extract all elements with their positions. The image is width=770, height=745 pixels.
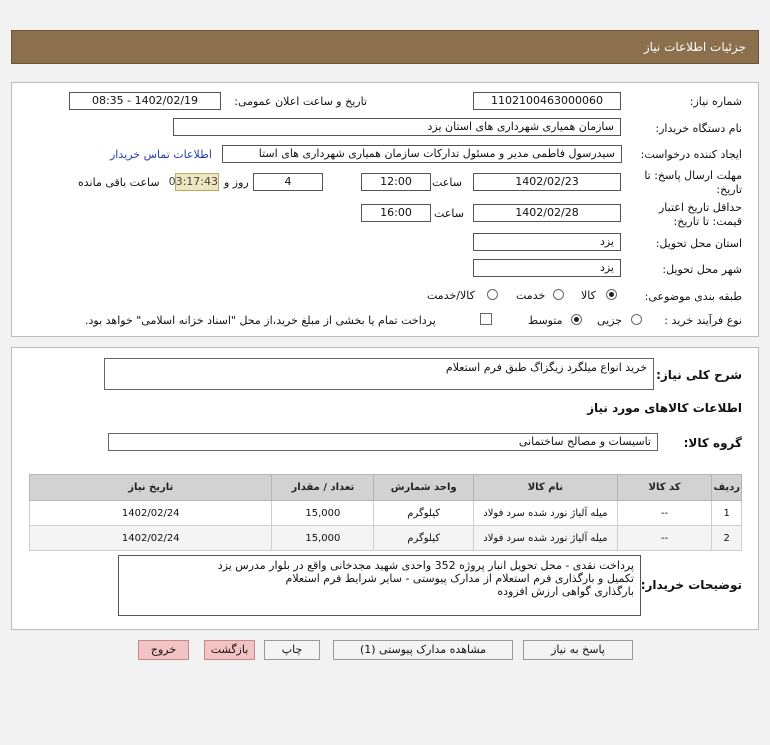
treasury-payment-checkbox[interactable] xyxy=(480,313,492,325)
back-button[interactable]: بازگشت xyxy=(204,640,255,660)
buyer-org-field: سازمان همیاری شهرداری های استان یزد xyxy=(173,118,621,136)
deadline-time-field: 12:00 xyxy=(361,173,431,191)
cell-quantity: 15,000 xyxy=(272,501,374,526)
buyer-note-line: پرداخت نقدی - محل تحویل انبار پروژه 352 واحدی شهید مجدخانی واقع در بلوار مدرس یزد xyxy=(217,559,634,572)
process-option-medium: متوسط xyxy=(528,314,563,327)
cell-unit: کیلوگرم xyxy=(374,526,474,551)
province-field: یزد xyxy=(473,233,621,251)
buyer-notes-label: توضیحات خریدار: xyxy=(640,578,742,592)
cell-quantity: 15,000 xyxy=(272,526,374,551)
requester-field: سیدرسول فاطمی مدیر و مسئول تدارکات سازمان همیاری شهرداری های استا xyxy=(222,145,622,163)
category-radio-goods[interactable] xyxy=(606,289,617,300)
table-header-row xyxy=(30,475,742,501)
summary-field: خرید انواع میلگرد زیگزاگ طبق فرم استعلام xyxy=(104,358,654,390)
summary-label: شرح کلی نیاز: xyxy=(656,368,742,382)
buyer-notes-box xyxy=(118,555,641,616)
validity-label: حداقل تاریخ اعتبار xyxy=(658,201,742,214)
announce-field: 1402/02/19 - 08:35 xyxy=(69,92,221,110)
category-radio-service[interactable] xyxy=(553,289,564,300)
cell-unit: کیلوگرم xyxy=(374,501,474,526)
need-number-field: 1102100463000060 xyxy=(473,92,621,110)
validity-time-field: 16:00 xyxy=(361,204,431,222)
announce-label: تاریخ و ساعت اعلان عمومی: xyxy=(234,95,367,108)
exit-button[interactable]: خروج xyxy=(138,640,189,660)
deadline-date-field: 1402/02/23 xyxy=(473,173,621,191)
days-count-field: 4 xyxy=(253,173,323,191)
category-option-service: خدمت xyxy=(516,289,546,302)
cell-item-name: میله آلیاژ نورد شده سرد فولاد xyxy=(474,501,618,526)
print-button[interactable]: چاپ xyxy=(264,640,320,660)
items-table xyxy=(29,474,742,551)
buyer-note-line: بارگذاری گواهی ارزش افزوده xyxy=(497,585,634,598)
buyer-org-label: نام دستگاه خریدار: xyxy=(655,122,742,135)
requester-label: ایجاد کننده درخواست: xyxy=(640,148,742,161)
cell-item-name: میله آلیاژ نورد شده سرد فولاد xyxy=(474,526,618,551)
table-row xyxy=(30,526,742,551)
cell-item-code: -- xyxy=(617,526,712,551)
deadline-label: مهلت ارسال پاسخ: تا xyxy=(644,169,742,182)
goods-group-field: تاسیسات و مصالح ساختمانی xyxy=(108,433,658,451)
page-header xyxy=(11,30,759,64)
days-label: روز و xyxy=(224,176,249,189)
cell-need-date: 1402/02/24 xyxy=(30,526,272,551)
remaining-label: ساعت باقی مانده xyxy=(78,176,160,189)
process-radio-minor[interactable] xyxy=(631,314,642,325)
validity-date-field: 1402/02/28 xyxy=(473,204,621,222)
col-header-item-name: نام کالا xyxy=(474,475,618,501)
need-number-label: شماره نیاز: xyxy=(689,95,742,108)
goods-group-label: گروه کالا: xyxy=(683,436,742,450)
deadline-time-label: ساعت xyxy=(432,176,462,189)
treasury-payment-note: پرداخت تمام یا بخشی از مبلغ خرید،از محل "اسناد خزانه اسلامی" خواهد بود. xyxy=(85,314,436,327)
cell-need-date: 1402/02/24 xyxy=(30,501,272,526)
col-header-quantity: تعداد / مقدار xyxy=(272,475,374,501)
cell-item-code: -- xyxy=(617,501,712,526)
col-header-item-code: کد کالا xyxy=(617,475,712,501)
attachments-button[interactable]: مشاهده مدارک پیوستی (1) xyxy=(333,640,513,660)
col-header-unit: واحد شمارش xyxy=(374,475,474,501)
page-title: جزئیات اطلاعات نیاز xyxy=(643,40,746,54)
col-header-need-date: تاریخ نیاز xyxy=(30,475,272,501)
category-option-goods: کالا xyxy=(581,289,596,302)
validity-label-2: قیمت: تا تاریخ: xyxy=(673,215,742,228)
cell-row-number: 1 xyxy=(712,501,742,526)
process-option-minor: جزیی xyxy=(597,314,623,327)
category-label: طبقه بندی موضوعی: xyxy=(644,290,742,303)
province-label: استان محل تحویل: xyxy=(655,237,742,250)
city-label: شهر محل تحویل: xyxy=(662,263,742,276)
process-radio-medium[interactable] xyxy=(571,314,582,325)
category-option-goods-service: کالا/خدمت xyxy=(427,289,475,302)
table-row xyxy=(30,501,742,526)
goods-section-title: اطلاعات کالاهای مورد نیاز xyxy=(587,401,742,415)
process-label: نوع فرآیند خرید : xyxy=(664,314,742,327)
reply-button[interactable]: پاسخ به نیاز xyxy=(523,640,633,660)
city-field: یزد xyxy=(473,259,621,277)
remaining-time-badge: 03:17:43 xyxy=(175,173,219,191)
cell-row-number: 2 xyxy=(712,526,742,551)
deadline-label-2: تاریخ: xyxy=(716,183,742,196)
contact-info-link[interactable]: اطلاعات تماس خریدار xyxy=(110,148,212,161)
category-radio-goods-service[interactable] xyxy=(487,289,498,300)
validity-time-label: ساعت xyxy=(434,207,464,220)
buyer-note-line: تکمیل و بارگذاری فرم استعلام از مدارک پیوستی - سایر شرایط فرم استعلام xyxy=(285,572,634,585)
col-header-row-number: ردیف xyxy=(712,475,742,501)
